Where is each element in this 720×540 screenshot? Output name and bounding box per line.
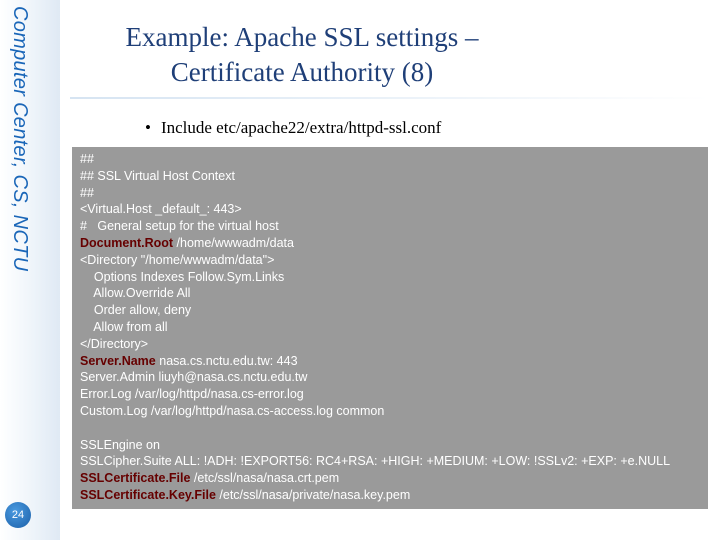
code-line: Order allow, deny: [80, 303, 192, 318]
sidebar-title: Computer Center, CS, NCTU: [9, 6, 31, 272]
code-line: ## SSL Virtual Host Context: [80, 168, 235, 183]
code-line: Error.Log /var/log/httpd/nasa.cs-error.log: [80, 387, 304, 402]
code-line: <Virtual.Host _default_: 443>: [80, 202, 242, 217]
code-line: Server.Admin liuyh@nasa.cs.nctu.edu.tw: [80, 370, 308, 385]
code-line: <Directory "/home/wwwadm/data">: [80, 252, 275, 267]
config-code-block: [72, 147, 708, 509]
page-number-badge: 24: [5, 502, 31, 528]
code-line: Custom.Log /var/log/httpd/nasa.cs-access.log common: [80, 403, 385, 418]
directive-keyword: SSLCertificate.Key.File: [80, 487, 216, 502]
slide-title-line-2: Certificate Authority (8): [170, 57, 434, 88]
code-blank-line: [80, 420, 702, 437]
code-line: ##: [80, 152, 94, 166]
sidebar: [0, 0, 60, 540]
code-line: [80, 487, 702, 504]
bullet-text: Include etc/apache22/extra/httpd-ssl.conf: [160, 118, 442, 137]
code-line: SSLCipher.Suite ALL: !ADH: !EXPORT56: RC4+RSA: +HIGH: +MEDIUM: +LOW: !SSLv2: +EXP: +e.NULL: [80, 454, 671, 469]
slide-title: [62, 20, 542, 90]
code-line: SSLEngine on: [80, 437, 160, 452]
title-divider: [70, 97, 710, 99]
code-line: Allow.Override All: [80, 286, 191, 301]
directive-value: /home/wwwadm/data: [173, 235, 294, 250]
bullet-item: [145, 118, 441, 138]
code-line: [80, 353, 702, 370]
slide-title-line-1: Example: Apache SSL settings –: [125, 22, 479, 52]
code-line: </Directory>: [80, 336, 149, 351]
code-line: [80, 470, 702, 487]
code-line: [80, 235, 702, 252]
code-line: # General setup for the virtual host: [80, 219, 279, 234]
code-line: Options Indexes Follow.Sym.Links: [80, 269, 285, 284]
bullet-dot-icon: •: [145, 118, 151, 137]
code-line: ##: [80, 185, 94, 200]
directive-value: nasa.cs.nctu.edu.tw: 443: [155, 353, 298, 368]
directive-keyword: Server.Name: [80, 353, 156, 368]
directive-value: /etc/ssl/nasa/private/nasa.key.pem: [215, 487, 411, 502]
directive-keyword: Document.Root: [80, 235, 174, 250]
directive-value: /etc/ssl/nasa/nasa.crt.pem: [190, 471, 340, 486]
code-line: Allow from all: [80, 319, 168, 334]
directive-keyword: SSLCertificate.File: [80, 471, 191, 486]
